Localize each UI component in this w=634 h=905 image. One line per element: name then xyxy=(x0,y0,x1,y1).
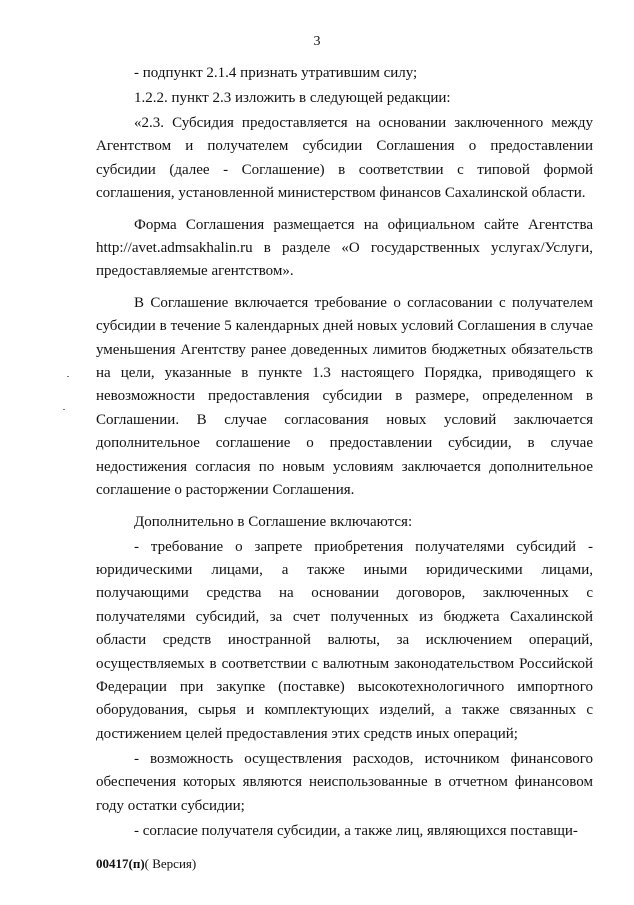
paragraph-agreement-form: Форма Соглашения размещается на официальном сайте Агентства http://avet.admsakhalin.ru в разделе «О государственных услугах/Услуги, предоставляемые агентством». xyxy=(96,216,593,280)
footer-version: ( Версия) xyxy=(144,856,197,871)
paragraph-additional-intro: Дополнительно в Соглашение включаются: xyxy=(134,513,413,530)
paragraph-unused-balance: - возможность осуществления расходов, источником финансового обеспечения которых являются неиспользованные в отчетном финансовом году остатки субсидии; xyxy=(96,750,593,814)
paragraph-agreement-requirement: В Соглашение включается требование о согласовании с получателем субсидии в течение 5 календарных дней новых условий Соглашения в случае уменьшения Агентству ранее доведенных лимитов бюджетных обязательств на цели, указанные в пункте 1.3 настоящего Порядка, приводящего к невозможности предоставления субсидии в размере, определенном в Соглашении. В случае согласования новых условий заключается дополнительное соглашение о предоставлении субсидии, в случае недостижения согласия по новым условиям заключается дополнительное соглашение о расторжении Соглашения. xyxy=(96,294,593,499)
document-footer xyxy=(96,856,196,872)
paragraph-currency-ban: - требование о запрете приобретения получателями субсидий - юридическими лицами, а также иными юридическими лицами, получающими средства на основании договоров, заключенных с получателями субсидий, за счет полученных из бюджета Сахалинской области средств иностранной валюты, за исключением операций, осуществляемых в соответствии с валютным законодательством Российской Федерации при закупке (поставке) высокотехнологичного импортного оборудования, сырья и комплектующих изделий, а также связанных с достижением целей предоставления этих средств иных операций; xyxy=(96,538,593,742)
paragraph-subpoint-2-1-4: - подпункт 2.1.4 признать утратившим силу; xyxy=(134,65,418,81)
paragraph-1-2-2: 1.2.2. пункт 2.3 изложить в следующей редакции: xyxy=(134,90,451,106)
document-body xyxy=(96,62,593,845)
page-number: 3 xyxy=(313,34,321,49)
paragraph-recipient-consent: - согласие получателя субсидии, а также лиц, являющихся поставщи- xyxy=(134,822,578,839)
margin-scan-mark xyxy=(63,409,65,410)
footer-code: 00417(п) xyxy=(96,856,145,871)
paragraph-2-3: «2.3. Субсидия предоставляется на основании заключенного между Агентством и получателем субсидии Соглашения о предоставлении субсидии (далее - Соглашение) в соответствии с типовой формой соглашения, установленной министерством финансов Сахалинской области. xyxy=(96,115,593,202)
margin-scan-mark xyxy=(67,376,69,377)
